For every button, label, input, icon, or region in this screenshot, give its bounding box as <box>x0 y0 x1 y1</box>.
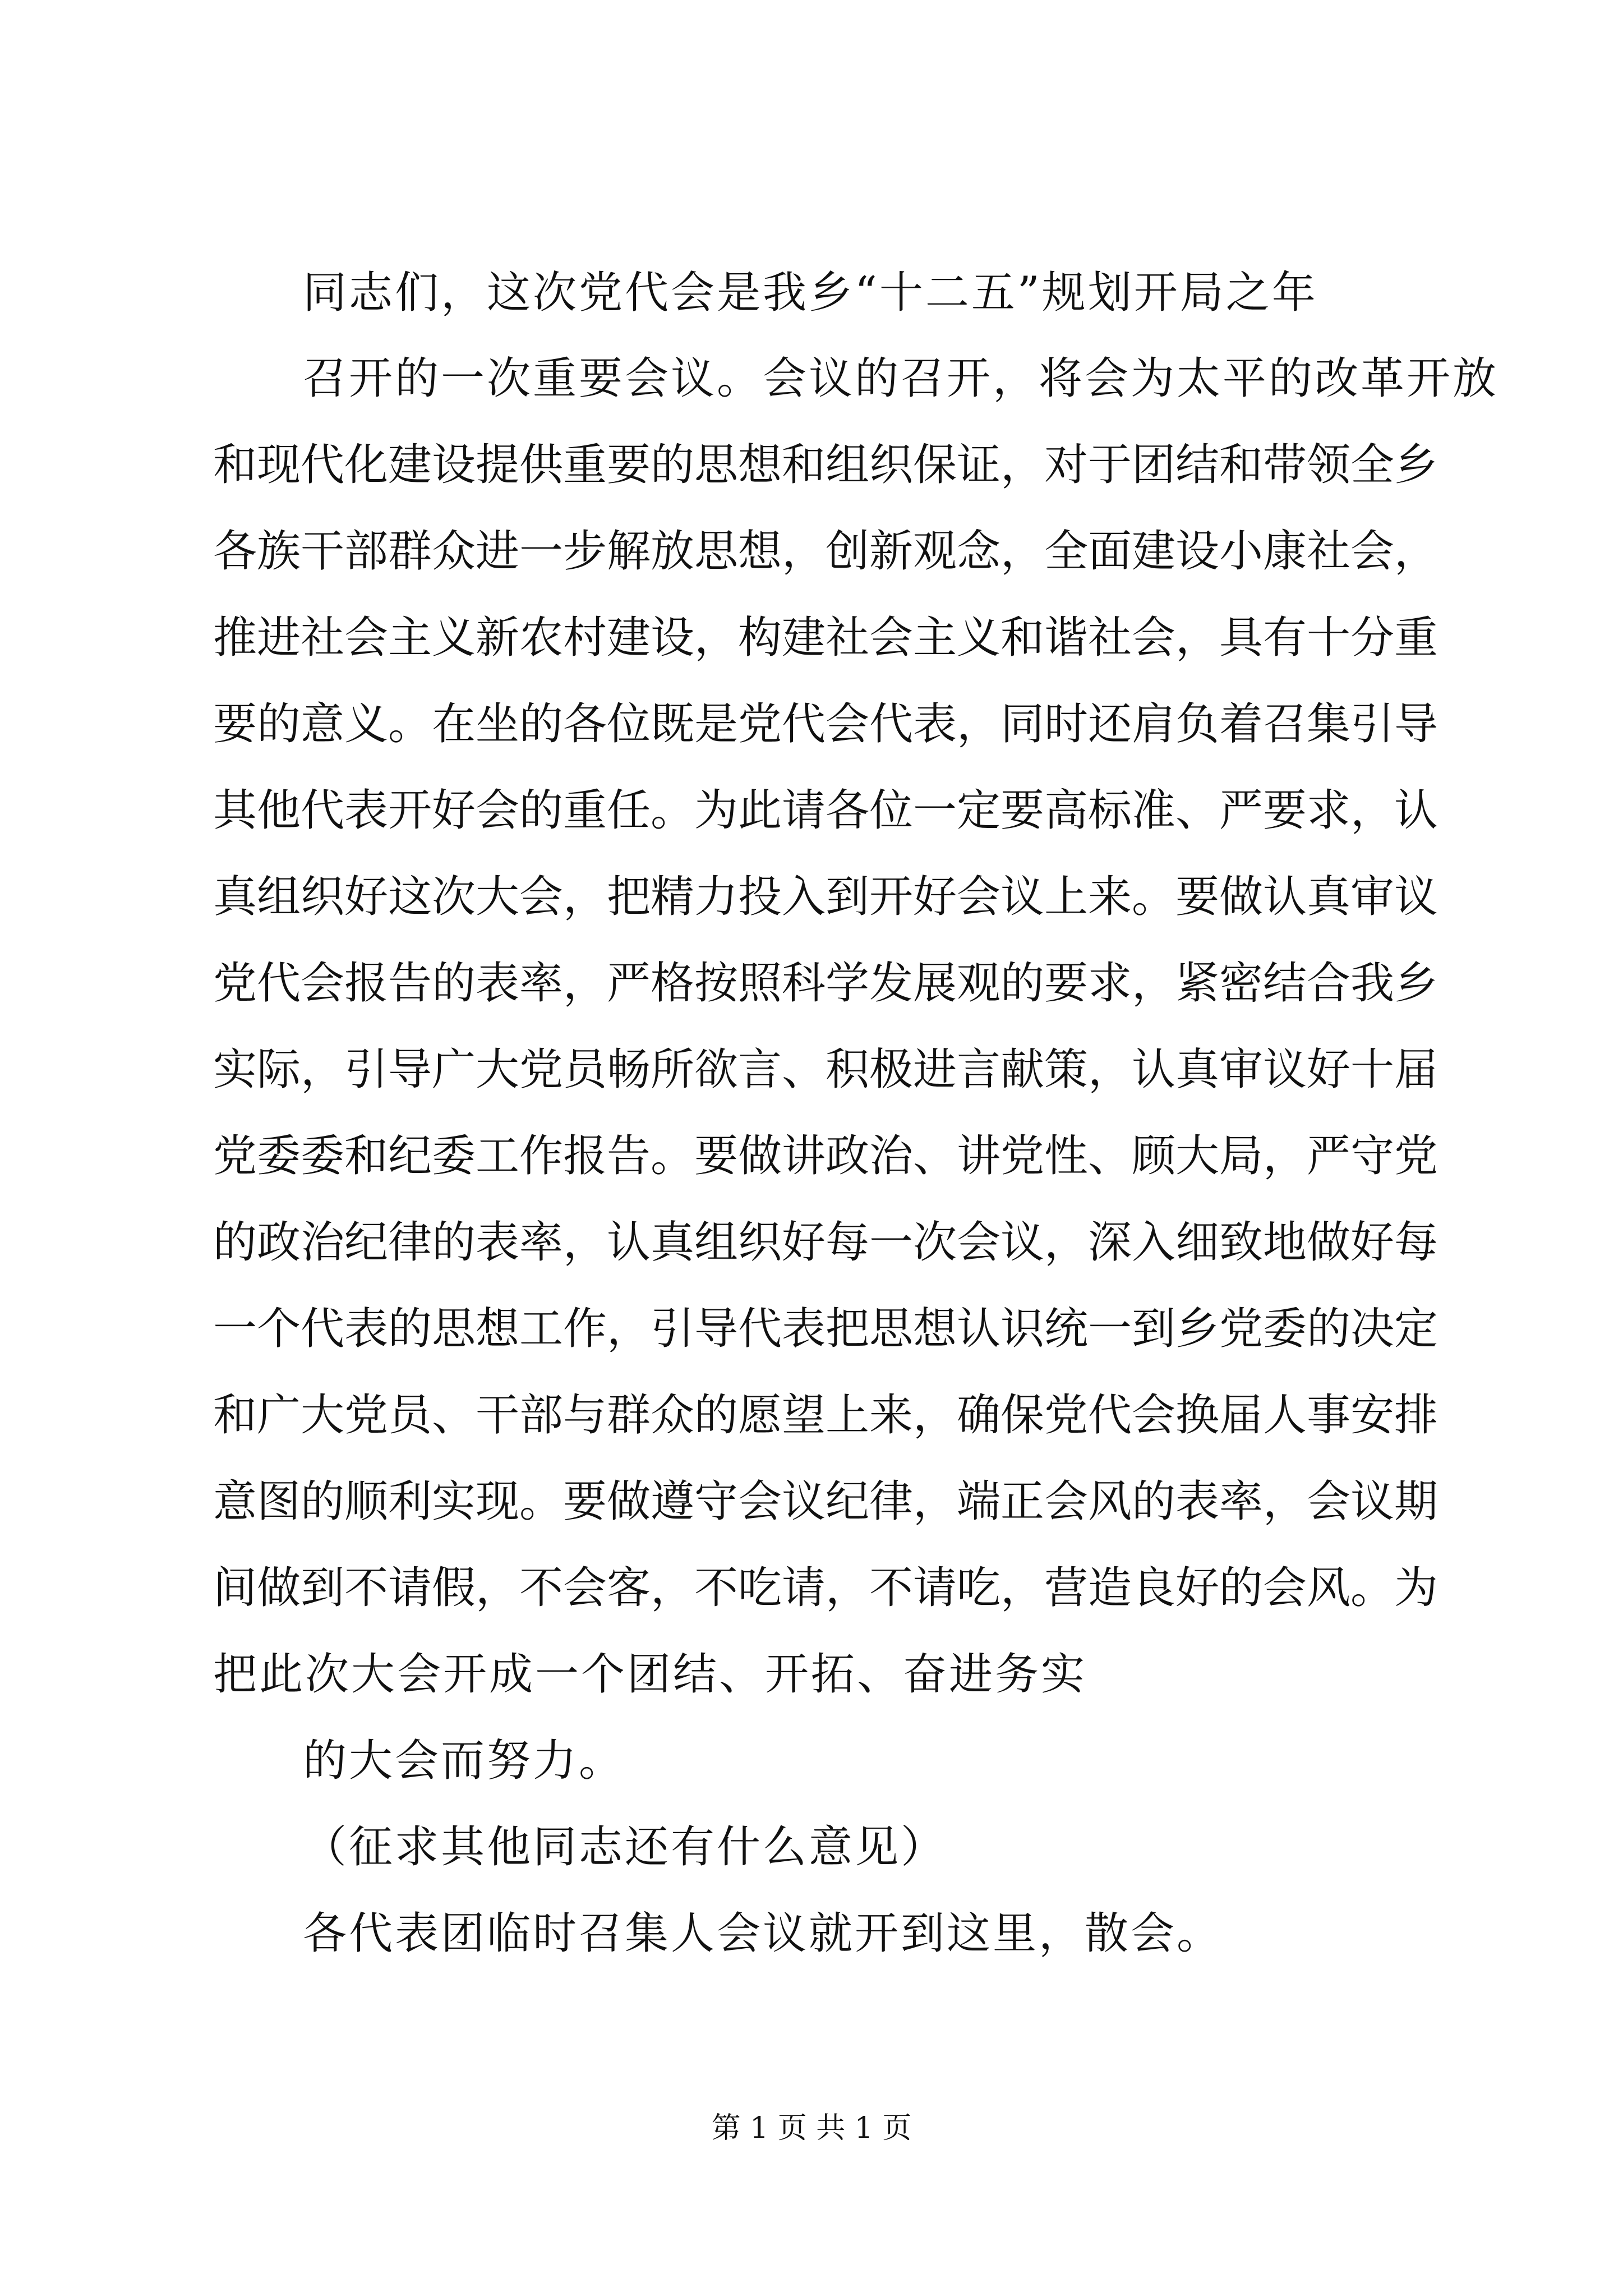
paragraph-line-7: 其他代表开好会的重任。为此请各位一定要高标准、严要求，认 <box>213 785 1438 836</box>
paragraph-line-20: 各代表团临时召集人会议就开到这里，散会。 <box>303 1908 1223 1959</box>
paragraph-line-18: 的大会而努力。 <box>303 1736 625 1786</box>
paragraph-line-12: 的政治纪律的表率，认真组织好每一次会议，深入细致地做好每 <box>213 1217 1438 1268</box>
paragraph-line-10: 实际，引导广大党员畅所欲言、积极进言献策，认真审议好十届 <box>213 1045 1438 1095</box>
paragraph-line-17: 把此次大会开成一个团结、开拓、奋进务实 <box>213 1649 1087 1700</box>
paragraph-line-14: 和广大党员、干部与群众的愿望上来，确保党代会换届人事安排 <box>213 1390 1438 1441</box>
paragraph-line-9: 党代会报告的表率，严格按照科学发展观的要求，紧密结合我乡 <box>213 958 1438 1009</box>
paragraph-line-2: 召开的一次重要会议。会议的召开，将会为太平的改革开放 <box>303 353 1499 404</box>
paragraph-line-8: 真组织好这次大会，把精力投入到开好会议上来。要做认真审议 <box>213 872 1438 922</box>
paragraph-line-6: 要的意义。在坐的各位既是党代会代表，同时还肩负着召集引导 <box>213 699 1438 749</box>
paragraph-line-11: 党委委和纪委工作报告。要做讲政治、讲党性、顾大局，严守党 <box>213 1131 1438 1181</box>
paragraph-line-1: 同志们，这次党代会是我乡“十二五”规划开局之年 <box>303 268 1318 318</box>
paragraph-line-4: 各族干部群众进一步解放思想，创新观念，全面建设小康社会， <box>213 526 1438 577</box>
paragraph-line-15: 意图的顺利实现。要做遵守会议纪律，端正会风的表率，会议期 <box>213 1476 1438 1527</box>
paragraph-line-3: 和现代化建设提供重要的思想和组织保证，对于团结和带领全乡 <box>213 440 1438 490</box>
paragraph-line-13: 一个代表的思想工作，引导代表把思想认识统一到乡党委的决定 <box>213 1304 1438 1354</box>
paragraph-line-5: 推进社会主义新农村建设，构建社会主义和谐社会，具有十分重 <box>213 613 1438 663</box>
paragraph-line-16: 间做到不请假，不会客，不吃请，不请吃，营造良好的会风。为 <box>213 1563 1438 1613</box>
page-footer: 第 1 页 共 1 页 <box>711 2111 912 2145</box>
paragraph-line-19: （征求其他同志还有什么意见） <box>303 1822 947 1872</box>
